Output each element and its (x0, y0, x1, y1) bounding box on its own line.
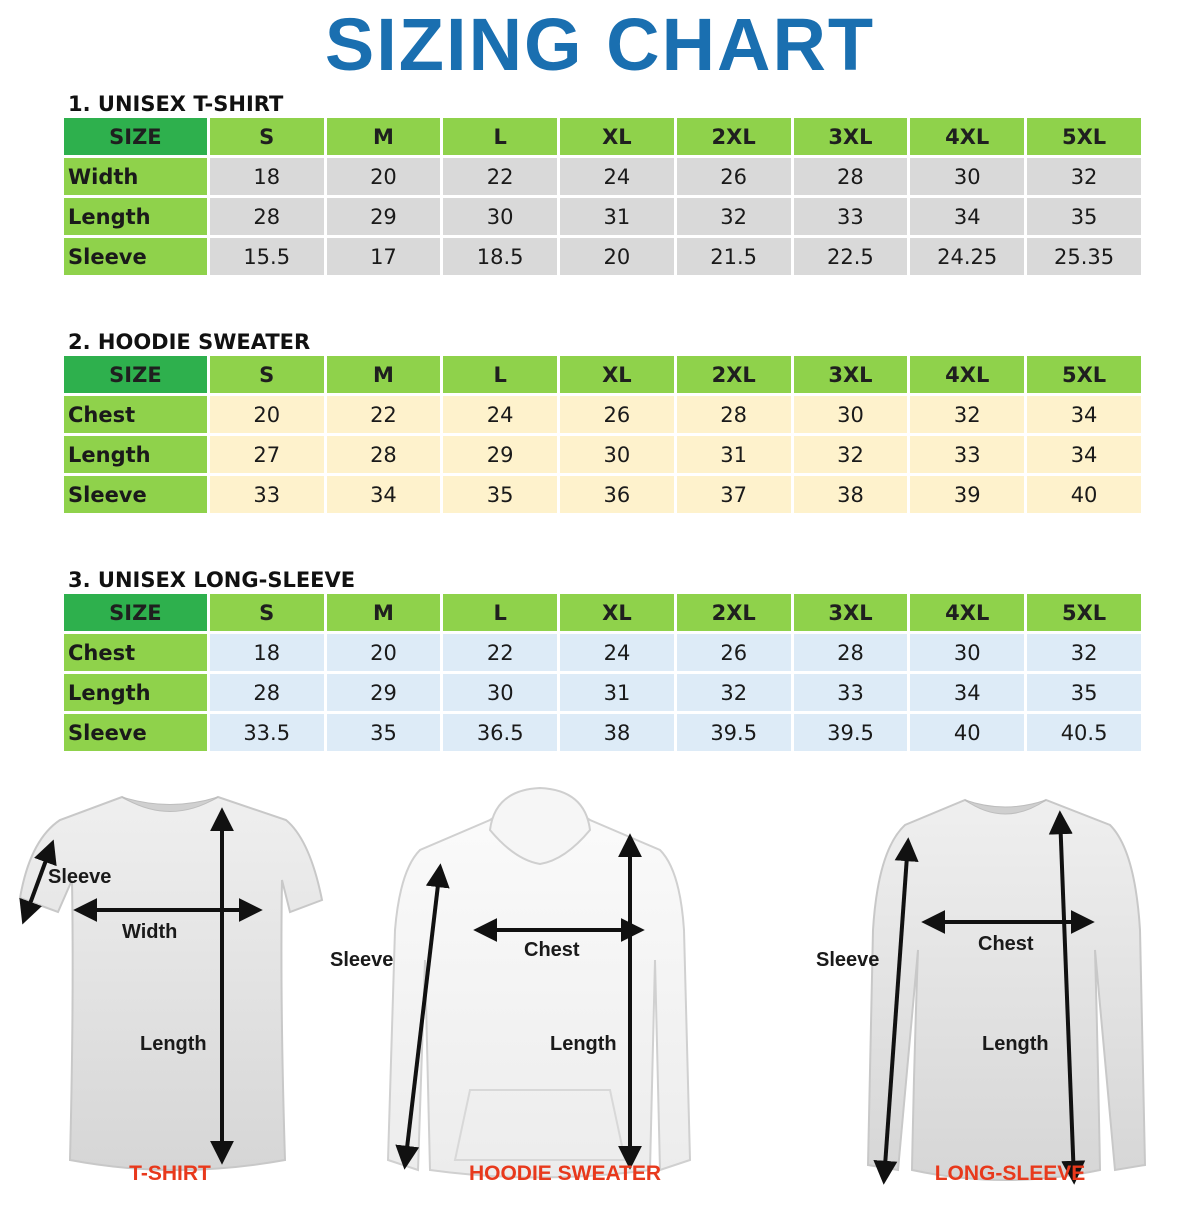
measurement-value: 18.5 (443, 238, 557, 275)
tshirt-caption: T-SHIRT (129, 1162, 211, 1185)
hoodie-size-table (61, 353, 1144, 516)
hoodie-figure (330, 788, 690, 1178)
tshirt-length-label: Length (140, 1033, 207, 1055)
size-header-cell: SIZE (64, 594, 207, 631)
hoodie-chest-label: Chest (524, 939, 580, 961)
measurement-value: 22 (443, 158, 557, 195)
longsleeve-chest-label: Chest (978, 933, 1034, 955)
hoodie-length-label: Length (550, 1033, 617, 1055)
hoodie-size-section (64, 328, 1144, 516)
size-column-header: S (210, 356, 324, 393)
measurement-value: 40.5 (1027, 714, 1141, 751)
measurement-value: 38 (560, 714, 674, 751)
measurement-value: 18 (210, 158, 324, 195)
measurement-value: 30 (560, 436, 674, 473)
measurement-value: 39.5 (794, 714, 908, 751)
size-column-header: 2XL (677, 594, 791, 631)
tshirt-size-section (64, 90, 1144, 278)
measurement-value: 30 (910, 634, 1024, 671)
measurement-value: 22.5 (794, 238, 908, 275)
measurement-value: 15.5 (210, 238, 324, 275)
longsleeve-caption: LONG-SLEEVE (934, 1162, 1086, 1185)
longsleeve-table-row (64, 634, 1141, 671)
measurement-value: 28 (210, 198, 324, 235)
tshirt-table-row (64, 198, 1141, 235)
measurement-value: 33 (794, 674, 908, 711)
longsleeve-table-heading: 3. UNISEX LONG-SLEEVE (68, 568, 356, 592)
garment-illustrations (0, 760, 1200, 1200)
measurement-value: 30 (794, 396, 908, 433)
measurement-value: 24 (560, 634, 674, 671)
tshirt-body (20, 797, 322, 1170)
measurement-label: Chest (64, 396, 207, 433)
measurement-value: 33 (794, 198, 908, 235)
longsleeve-sleeve-label: Sleeve (816, 949, 880, 971)
measurement-value: 35 (327, 714, 441, 751)
size-column-header: 3XL (794, 356, 908, 393)
measurement-value: 20 (327, 158, 441, 195)
measurement-value: 31 (560, 674, 674, 711)
measurement-value: 18 (210, 634, 324, 671)
measurement-value: 32 (910, 396, 1024, 433)
size-header-cell: SIZE (64, 118, 207, 155)
measurement-value: 27 (210, 436, 324, 473)
measurement-label: Sleeve (64, 238, 207, 275)
longsleeve-size-section (64, 566, 1144, 754)
size-column-header: L (443, 594, 557, 631)
measurement-value: 20 (327, 634, 441, 671)
measurement-value: 35 (1027, 198, 1141, 235)
size-column-header: M (327, 118, 441, 155)
size-column-header: M (327, 594, 441, 631)
measurement-value: 24.25 (910, 238, 1024, 275)
hoodie-header-row (64, 356, 1141, 393)
size-column-header: XL (560, 356, 674, 393)
size-column-header: 5XL (1027, 356, 1141, 393)
measurement-value: 36 (560, 476, 674, 513)
measurement-value: 22 (327, 396, 441, 433)
tshirt-sleeve-label: Sleeve (48, 866, 112, 888)
measurement-value: 34 (1027, 436, 1141, 473)
measurement-value: 32 (677, 198, 791, 235)
measurement-value: 33.5 (210, 714, 324, 751)
measurement-label: Length (64, 198, 207, 235)
longsleeve-figure (816, 800, 1145, 1180)
measurement-value: 20 (210, 396, 324, 433)
measurement-value: 32 (1027, 634, 1141, 671)
tshirt-table-heading: 1. UNISEX T-SHIRT (68, 92, 284, 116)
hoodie-table-row (64, 476, 1141, 513)
measurement-value: 24 (560, 158, 674, 195)
measurement-value: 40 (910, 714, 1024, 751)
measurement-value: 24 (443, 396, 557, 433)
hoodie-table-row (64, 436, 1141, 473)
measurement-value: 21.5 (677, 238, 791, 275)
measurement-value: 29 (327, 198, 441, 235)
size-column-header: 3XL (794, 118, 908, 155)
measurement-value: 25.35 (1027, 238, 1141, 275)
measurement-value: 17 (327, 238, 441, 275)
hoodie-caption: HOODIE SWEATER (468, 1162, 662, 1185)
page-title: SIZING CHART (324, 3, 876, 86)
measurement-value: 38 (794, 476, 908, 513)
longsleeve-length-label: Length (982, 1033, 1049, 1055)
longsleeve-body (868, 800, 1145, 1180)
size-column-header: S (210, 118, 324, 155)
hoodie-sleeve-label: Sleeve (330, 949, 394, 971)
size-column-header: XL (560, 594, 674, 631)
measurement-label: Length (64, 436, 207, 473)
size-column-header: 2XL (677, 118, 791, 155)
measurement-value: 32 (677, 674, 791, 711)
measurement-value: 26 (677, 634, 791, 671)
measurement-value: 40 (1027, 476, 1141, 513)
measurement-value: 37 (677, 476, 791, 513)
measurement-label: Width (64, 158, 207, 195)
measurement-value: 32 (794, 436, 908, 473)
measurement-value: 28 (327, 436, 441, 473)
longsleeve-table-row (64, 714, 1141, 751)
measurement-value: 28 (794, 158, 908, 195)
tshirt-figure (20, 797, 322, 1170)
measurement-value: 35 (443, 476, 557, 513)
measurement-value: 28 (210, 674, 324, 711)
measurement-label: Sleeve (64, 714, 207, 751)
size-column-header: L (443, 356, 557, 393)
measurement-value: 31 (677, 436, 791, 473)
longsleeve-size-table (61, 591, 1144, 754)
size-column-header: XL (560, 118, 674, 155)
measurement-label: Sleeve (64, 476, 207, 513)
measurement-value: 33 (910, 436, 1024, 473)
measurement-value: 31 (560, 198, 674, 235)
hoodie-table-row (64, 396, 1141, 433)
tshirt-table-row (64, 158, 1141, 195)
measurement-value: 39 (910, 476, 1024, 513)
measurement-value: 30 (910, 158, 1024, 195)
size-header-cell: SIZE (64, 356, 207, 393)
measurement-value: 34 (910, 198, 1024, 235)
measurement-label: Chest (64, 634, 207, 671)
measurement-value: 22 (443, 634, 557, 671)
measurement-value: 34 (910, 674, 1024, 711)
size-column-header: 4XL (910, 356, 1024, 393)
tshirt-header-row (64, 118, 1141, 155)
measurement-value: 30 (443, 198, 557, 235)
size-column-header: 3XL (794, 594, 908, 631)
measurement-value: 36.5 (443, 714, 557, 751)
size-column-header: L (443, 118, 557, 155)
hoodie-table-heading: 2. HOODIE SWEATER (68, 330, 311, 354)
size-column-header: 4XL (910, 118, 1024, 155)
measurement-value: 33 (210, 476, 324, 513)
tshirt-size-table (61, 115, 1144, 278)
garment-figures (0, 760, 1200, 1200)
measurement-value: 29 (443, 436, 557, 473)
size-column-header: 4XL (910, 594, 1024, 631)
measurement-value: 35 (1027, 674, 1141, 711)
longsleeve-table-row (64, 674, 1141, 711)
size-column-header: S (210, 594, 324, 631)
measurement-value: 26 (677, 158, 791, 195)
measurement-value: 20 (560, 238, 674, 275)
measurement-value: 34 (1027, 396, 1141, 433)
tshirt-width-label: Width (122, 921, 178, 943)
tshirt-table-row (64, 238, 1141, 275)
measurement-label: Length (64, 674, 207, 711)
longsleeve-header-row (64, 594, 1141, 631)
measurement-value: 30 (443, 674, 557, 711)
measurement-value: 34 (327, 476, 441, 513)
size-column-header: 2XL (677, 356, 791, 393)
measurement-value: 28 (794, 634, 908, 671)
measurement-value: 28 (677, 396, 791, 433)
measurement-value: 26 (560, 396, 674, 433)
measurement-value: 29 (327, 674, 441, 711)
size-column-header: M (327, 356, 441, 393)
size-column-header: 5XL (1027, 594, 1141, 631)
measurement-value: 39.5 (677, 714, 791, 751)
size-column-header: 5XL (1027, 118, 1141, 155)
measurement-value: 32 (1027, 158, 1141, 195)
